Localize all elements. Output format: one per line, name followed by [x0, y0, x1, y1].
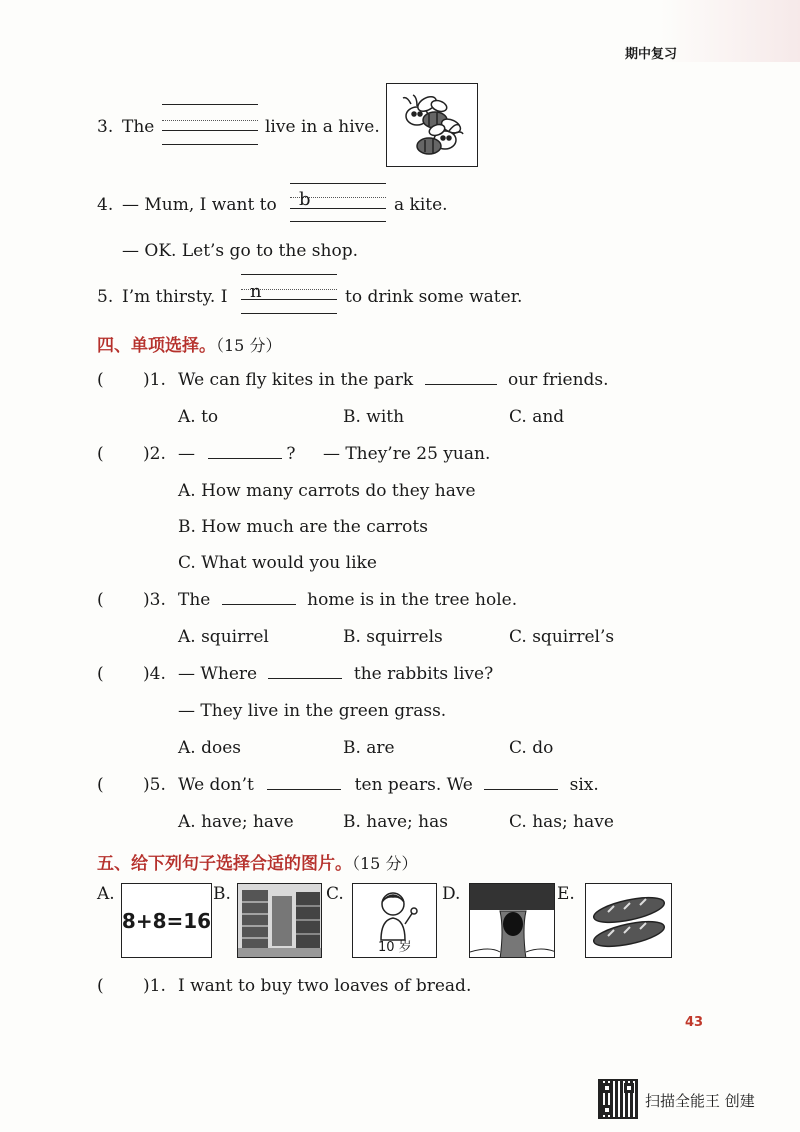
s4-q3-post: home is in the tree hole. [307, 590, 518, 610]
page-header-title: 期中复习 [625, 47, 678, 62]
picture-c-label: C. [326, 884, 344, 904]
q5-given-letter: n [250, 281, 262, 302]
picture-d-tree-hole[interactable] [469, 883, 555, 958]
s4-q1-pre: We can fly kites in the park [178, 370, 414, 390]
s4-q5-post: six. [569, 775, 599, 795]
s5-q1-paren[interactable]: ( [97, 976, 104, 996]
q4-before: — Mum, I want to [122, 195, 277, 215]
q3-writing-line-base[interactable] [162, 130, 258, 131]
q5-before: I’m thirsty. I [122, 287, 228, 307]
s4-q4-number: )4. [143, 664, 166, 684]
page-number: 43 [685, 1015, 704, 1030]
s4-q5-mid: ten pears. We [354, 775, 473, 795]
s4-q4-post: the rabbits live? [353, 664, 494, 684]
s4-q2-blank[interactable] [208, 458, 282, 459]
s4-q3-text [178, 590, 517, 610]
picture-b-shop[interactable] [237, 883, 322, 958]
header-tint [660, 0, 800, 62]
s4-q4-option-a[interactable]: A. does [178, 738, 241, 758]
s4-q3-option-a[interactable]: A. squirrel [178, 627, 269, 647]
picture-a-label: A. [97, 884, 115, 904]
section4-heading [97, 331, 281, 356]
q3-writing-line-bottom [162, 144, 258, 145]
s4-q1-option-a[interactable]: A. to [178, 407, 219, 427]
s4-q4-text [178, 664, 493, 684]
picture-b-label: B. [213, 884, 231, 904]
picture-e-bread[interactable] [585, 883, 672, 958]
s4-q4-option-c[interactable]: C. do [509, 738, 554, 758]
s4-q4-pre: — Where [178, 664, 258, 684]
s4-q5-blank-1[interactable] [267, 789, 341, 790]
q3-number: 3. [97, 117, 114, 137]
s4-q1-post: our friends. [507, 370, 609, 390]
s4-q2-pre: — [178, 444, 195, 464]
s4-q4-paren[interactable]: ( [97, 664, 104, 684]
section4-points: （15 分） [216, 336, 282, 355]
s4-q2-mid: ? [286, 444, 296, 464]
s5-q1-text: I want to buy two loaves of bread. [178, 976, 472, 996]
q5-after: to drink some water. [345, 287, 523, 307]
s4-q5-option-a[interactable]: A. have; have [178, 812, 294, 832]
q3-before: The [122, 117, 155, 137]
section4-title: 四、单项选择。 [97, 336, 216, 356]
s4-q2-option-b[interactable]: B. How much are the carrots [178, 517, 428, 537]
s4-q2-text [178, 444, 490, 464]
picture-a-equation: 8+8=16 [121, 908, 212, 933]
s4-q1-text [178, 370, 609, 390]
s4-q3-pre: The [178, 590, 211, 610]
picture-d-label: D. [442, 884, 461, 904]
s4-q5-option-c[interactable]: C. has; have [509, 812, 614, 832]
s4-q2-paren[interactable]: ( [97, 444, 104, 464]
s4-q4-option-b[interactable]: B. are [343, 738, 395, 758]
s4-q1-option-c[interactable]: C. and [509, 407, 565, 427]
s4-q5-number: )5. [143, 775, 166, 795]
s4-q3-option-c[interactable]: C. squirrel’s [509, 627, 615, 647]
s4-q3-number: )3. [143, 590, 166, 610]
q3-writing-line-top [162, 104, 258, 105]
s4-q4-reply: — They live in the green grass. [178, 701, 447, 721]
s4-q5-blank-2[interactable] [484, 789, 558, 790]
s4-q3-blank[interactable] [222, 604, 296, 605]
qr-code-icon [600, 1081, 636, 1117]
q3-writing-line-dotted [162, 120, 258, 121]
q4-after: a kite. [394, 195, 448, 215]
shop-icon [238, 884, 322, 958]
s4-q3-option-b[interactable]: B. squirrels [343, 627, 443, 647]
picture-c-age: 10 岁 [378, 940, 412, 955]
s4-q2-option-c[interactable]: C. What would you like [178, 553, 377, 573]
s4-q1-paren[interactable]: ( [97, 370, 104, 390]
q3-after: live in a hive. [265, 117, 380, 137]
bread-icon [586, 884, 672, 958]
picture-c-boy[interactable] [352, 883, 437, 958]
q4-reply: — OK. Let’s go to the shop. [122, 241, 358, 261]
s5-q1-number: )1. [143, 976, 166, 996]
q4-number: 4. [97, 195, 114, 215]
s4-q1-option-b[interactable]: B. with [343, 407, 405, 427]
tree-icon [470, 884, 555, 958]
scanner-watermark: 扫描全能王 创建 [645, 1092, 755, 1110]
s4-q2-option-a[interactable]: A. How many carrots do they have [178, 481, 476, 501]
section5-heading [97, 849, 417, 874]
bees-picture [386, 83, 478, 167]
s4-q1-number: )1. [143, 370, 166, 390]
section5-points: （15 分） [352, 854, 418, 873]
picture-a-math[interactable] [121, 883, 212, 958]
q4-given-letter: b [299, 189, 311, 210]
bees-icon [387, 84, 478, 167]
s4-q5-option-b[interactable]: B. have; has [343, 812, 448, 832]
q5-writing-line-top [241, 274, 337, 275]
picture-e-label: E. [557, 884, 575, 904]
q4-writing-line-bottom [290, 221, 386, 222]
s4-q5-paren[interactable]: ( [97, 775, 104, 795]
s4-q5-text [178, 775, 599, 795]
q5-number: 5. [97, 287, 114, 307]
s4-q4-blank[interactable] [268, 678, 342, 679]
s4-q2-post: — They’re 25 yuan. [322, 444, 491, 464]
s4-q1-blank[interactable] [425, 384, 497, 385]
s4-q5-pre: We don’t [178, 775, 254, 795]
section5-title: 五、给下列句子选择合适的图片。 [97, 854, 352, 874]
s4-q3-paren[interactable]: ( [97, 590, 104, 610]
q4-writing-line-top [290, 183, 386, 184]
q5-writing-line-bottom [241, 313, 337, 314]
s4-q2-number: )2. [143, 444, 166, 464]
